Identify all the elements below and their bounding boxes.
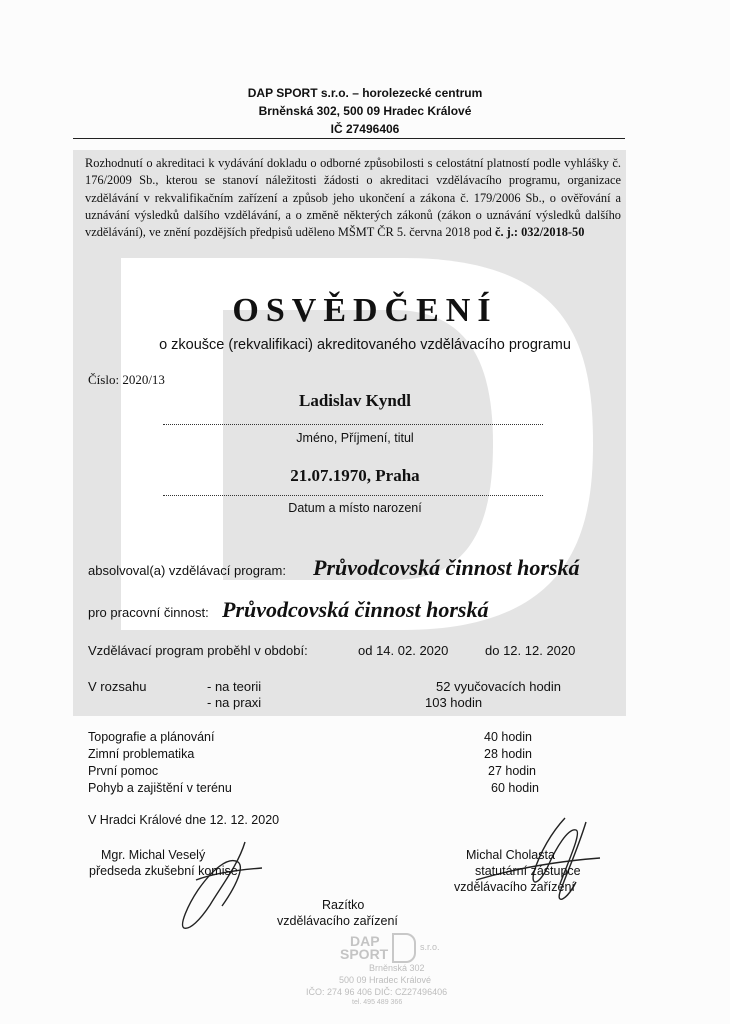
work-activity-label: pro pracovní činnost: — [88, 605, 209, 620]
module-hours: 40 hodin — [484, 730, 532, 744]
org-id: IČ 27496406 — [330, 122, 400, 136]
birth-caption: Datum a místo narození — [288, 501, 422, 515]
birth-info: 21.07.1970, Praha — [290, 466, 420, 485]
stamp-caption-line2: vzdělávacího zařízení — [277, 914, 398, 928]
scope-theory-label: - na teorii — [207, 679, 262, 694]
stamp-caption-line1: Razítko — [322, 898, 365, 912]
module-hours: 27 hodin — [488, 764, 536, 778]
scope-practice-value: 103 hodin — [425, 695, 483, 710]
module-label: Topografie a plánování — [88, 730, 215, 744]
stamp-ids: IČO: 274 96 406 DIČ: CZ27496406 — [306, 987, 448, 997]
module-label: První pomoc — [88, 764, 159, 778]
stamp-address: Brněnská 302 — [369, 963, 425, 973]
work-activity-name: Průvodcovská činnost horská — [222, 597, 489, 622]
scope-label: V rozsahu — [88, 679, 147, 694]
certificate-number: Číslo: 2020/13 — [88, 372, 165, 387]
stamp-logo-top: DAP — [350, 933, 380, 949]
module-hours: 60 hodin — [491, 781, 539, 795]
stamp-logo-bottom: SPORT — [340, 946, 389, 962]
module-label: Zimní problematika — [88, 747, 195, 761]
period-label: Vzdělávací program proběhl v období: — [88, 643, 308, 658]
reference-label: č. j.: — [494, 225, 518, 240]
left-signatory-name: Mgr. Michal Veselý — [101, 848, 206, 862]
reference-number: 032/2018-50 — [521, 225, 585, 240]
name-caption: Jméno, Příjmení, titul — [296, 431, 414, 445]
org-name: DAP SPORT s.r.o. – horolezecké centrum — [247, 86, 483, 100]
module-hours: 28 hodin — [484, 747, 532, 761]
stamp-d-icon — [392, 933, 416, 963]
accreditation-text: Rozhodnutí o akreditaci k vydávání dokladu o odborné způsobilosti s celostátní platností podle vyhlášky č. 176/2009 Sb., kterou se stanoví náležitosti žádosti o akreditaci vzdělávacího programu, organizace vzdělávání v rekvalifikačním zařízení a způsob jeho ukončení a zákona č. 179/2006 Sb., o ověřování a uznávání výsledků dalšího vzdělávání, a o změně některých zákonů (zákon o uznávání výsledků dalšího vzdělávání), ve znění pozdějších předpisů uděleno MŠMT ČR 5. června 2018 pod č. j.: 032/2018-50 — [85, 156, 621, 240]
right-signatory-name: Michal Cholasta — [466, 848, 555, 862]
right-signatory-institution: vzdělávacího zařízení — [454, 880, 575, 894]
period-from: od 14. 02. 2020 — [358, 643, 449, 658]
module-label: Pohyb a zajištění v terénu — [88, 781, 232, 795]
right-signatory-role: statutární zástupce — [475, 864, 581, 878]
program-name: Průvodcovská činnost horská — [313, 555, 580, 580]
stamp-suffix: s.r.o. — [420, 942, 440, 952]
stamp-city: 500 09 Hradec Králové — [339, 975, 432, 985]
left-signatory-role: předseda zkušební komise — [89, 864, 238, 878]
org-address: Brněnská 302, 500 09 Hradec Králové — [258, 104, 472, 118]
scope-practice-label: - na praxi — [207, 695, 262, 710]
place-date: V Hradci Králové dne 12. 12. 2020 — [88, 813, 280, 827]
period-to: do 12. 12. 2020 — [485, 643, 576, 658]
program-label: absolvoval(a) vzdělávací program: — [88, 563, 286, 578]
certificate-subtitle: o zkoušce (rekvalifikaci) akreditovaného vzdělávacího programu — [159, 337, 571, 353]
stamp-phone: tel. 495 489 366 — [352, 999, 403, 1006]
scope-theory-value: 52 vyučovacích hodin — [436, 679, 562, 694]
person-name: Ladislav Kyndl — [299, 391, 411, 410]
certificate-title: OSVĚDČENÍ — [232, 292, 498, 329]
